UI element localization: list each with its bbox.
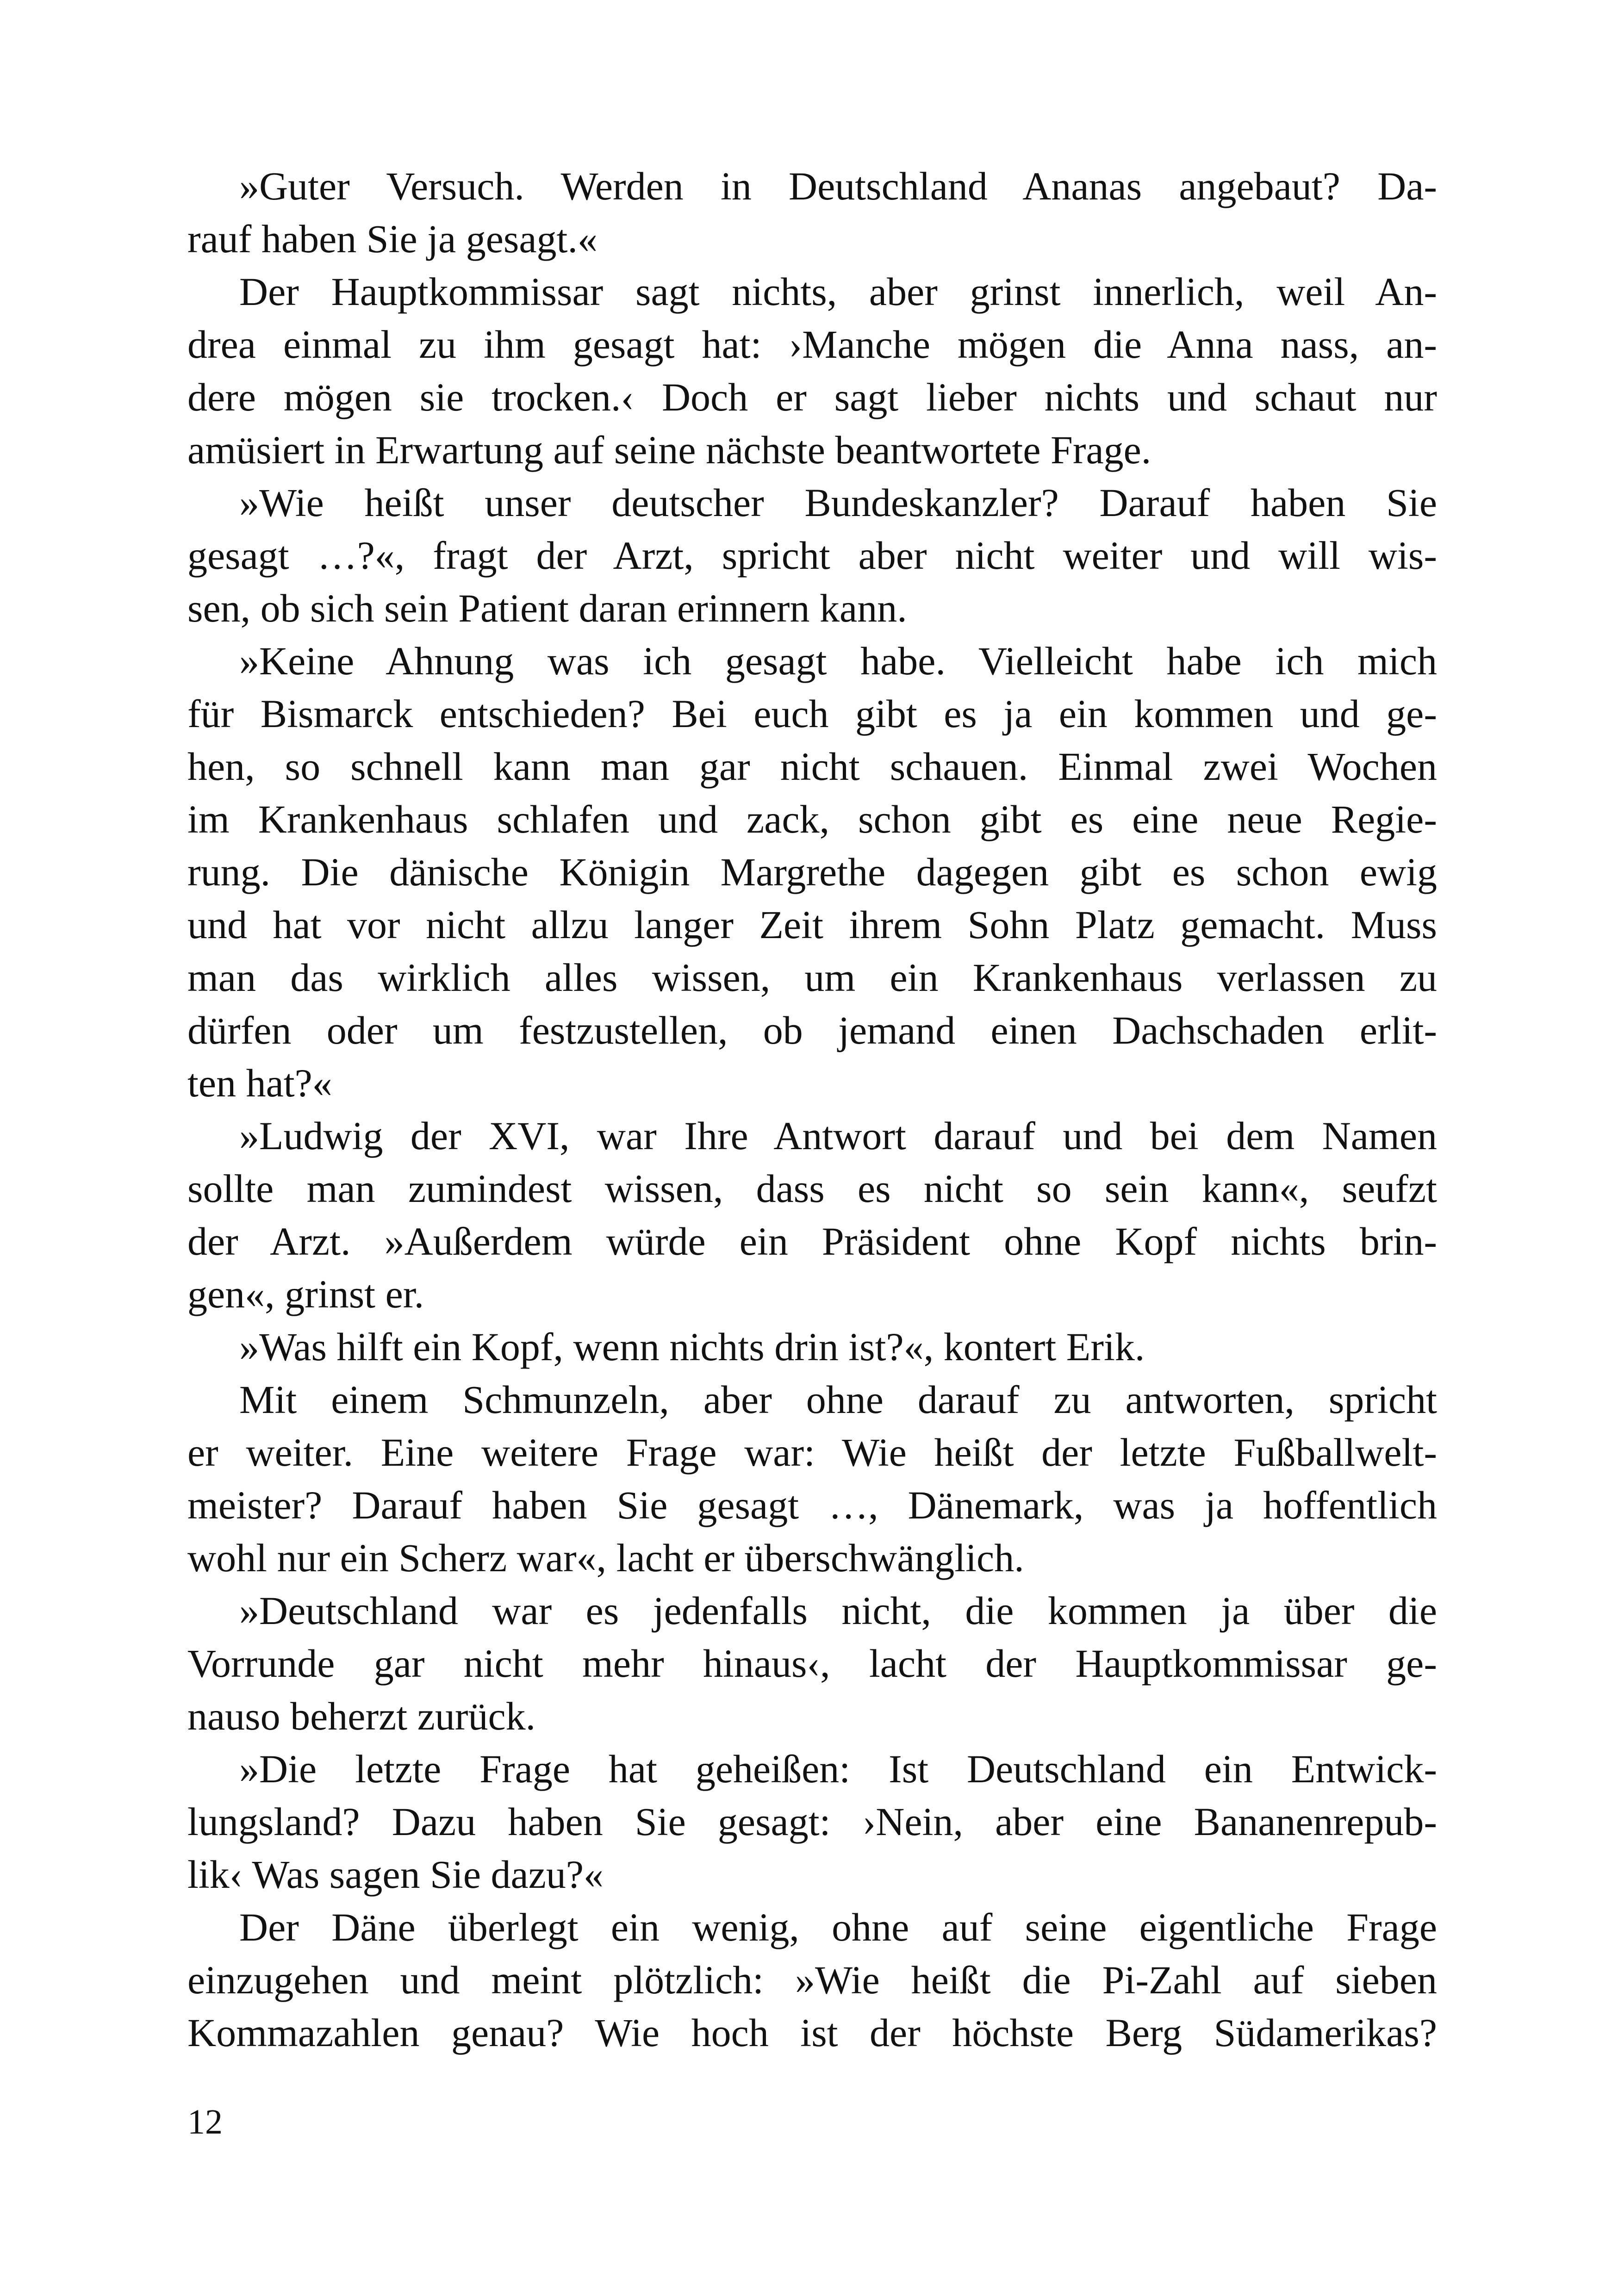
text-line: lik‹ Was sagen Sie dazu?« xyxy=(187,1852,604,1897)
text-line: Der Hauptkommissar sagt nichts, aber grinst innerlich, weil An- xyxy=(239,269,1437,314)
text-line: gen«, grinst er. xyxy=(187,1272,424,1316)
text-line: sen, ob sich sein Patient daran erinnern kann. xyxy=(187,586,907,630)
text-line: ten hat?« xyxy=(187,1061,332,1105)
text-line: für Bismarck entschieden? Bei euch gibt es ja ein kommen und ge- xyxy=(187,691,1437,736)
text-line: hen, so schnell kann man gar nicht schauen. Einmal zwei Wochen xyxy=(187,744,1437,789)
text-line: und hat vor nicht allzu langer Zeit ihrem Sohn Platz gemacht. Muss xyxy=(187,902,1437,947)
text-line: »Guter Versuch. Werden in Deutschland Ananas angebaut? Da- xyxy=(239,164,1437,208)
text-line: »Wie heißt unser deutscher Bundeskanzler? Darauf haben Sie xyxy=(239,480,1437,525)
text-line: Mit einem Schmunzeln, aber ohne darauf zu antworten, spricht xyxy=(239,1377,1437,1422)
text-line: meister? Darauf haben Sie gesagt …, Dänemark, was ja hoffentlich xyxy=(187,1483,1437,1527)
text-line: dürfen oder um festzustellen, ob jemand einen Dachschaden erlit- xyxy=(187,1008,1437,1052)
paragraph xyxy=(187,1109,1437,1320)
text-line: »Deutschland war es jedenfalls nicht, die kommen ja über die xyxy=(239,1588,1437,1633)
text-line: Kommazahlen genau? Wie hoch ist der höchste Berg Südamerikas? xyxy=(187,2010,1437,2055)
text-line: im Krankenhaus schlafen und zack, schon gibt es eine neue Regie- xyxy=(187,797,1437,841)
text-line: der Arzt. »Außerdem würde ein Präsident ohne Kopf nichts brin- xyxy=(187,1219,1437,1263)
text-line: Der Däne überlegt ein wenig, ohne auf seine eigentliche Frage xyxy=(239,1905,1437,1949)
text-line: man das wirklich alles wissen, um ein Krankenhaus verlassen zu xyxy=(187,955,1437,1000)
paragraph xyxy=(187,635,1437,1109)
text-line: amüsiert in Erwartung auf seine nächste beantwortete Frage. xyxy=(187,428,1151,472)
paragraph xyxy=(187,1320,1437,1373)
text-line: sollte man zumindest wissen, dass es nicht so sein kann«, seufzt xyxy=(187,1166,1437,1211)
paragraph xyxy=(187,476,1437,635)
text-line: rung. Die dänische Königin Margrethe dagegen gibt es schon ewig xyxy=(187,850,1437,894)
text-line: »Die letzte Frage hat geheißen: Ist Deutschland ein Entwick- xyxy=(239,1747,1437,1791)
body-text xyxy=(187,160,1437,2059)
text-line: lungsland? Dazu haben Sie gesagt: ›Nein, aber eine Bananenrepub- xyxy=(187,1799,1437,1844)
text-line: drea einmal zu ihm gesagt hat: ›Manche mögen die Anna nass, an- xyxy=(187,322,1437,367)
text-line: wohl nur ein Scherz war«, lacht er überschwänglich. xyxy=(187,1536,1024,1580)
paragraph xyxy=(187,1742,1437,1901)
text-line: einzugehen und meint plötzlich: »Wie heißt die Pi-Zahl auf sieben xyxy=(187,1958,1437,2002)
text-line: »Keine Ahnung was ich gesagt habe. Vielleicht habe ich mich xyxy=(239,639,1437,683)
paragraph xyxy=(187,1373,1437,1584)
paragraph xyxy=(187,265,1437,476)
page-number: 12 xyxy=(187,2103,223,2141)
text-line: Vorrunde gar nicht mehr hinaus‹, lacht der Hauptkommissar ge- xyxy=(187,1641,1437,1686)
text-line: »Was hilft ein Kopf, wenn nichts drin ist?«, kontert Erik. xyxy=(239,1325,1145,1369)
text-line: dere mögen sie trocken.‹ Doch er sagt lieber nichts und schaut nur xyxy=(187,375,1437,419)
paragraph xyxy=(187,1901,1437,2059)
text-line: rauf haben Sie ja gesagt.« xyxy=(187,217,597,261)
text-line: er weiter. Eine weitere Frage war: Wie heißt der letzte Fußballwelt- xyxy=(187,1430,1437,1475)
text-line: nauso beherzt zurück. xyxy=(187,1694,536,1738)
text-line: gesagt …?«, fragt der Arzt, spricht aber nicht weiter und will wis- xyxy=(187,533,1437,578)
paragraph xyxy=(187,160,1437,265)
text-line: »Ludwig der XVI, war Ihre Antwort darauf und bei dem Namen xyxy=(239,1114,1437,1158)
paragraph xyxy=(187,1584,1437,1742)
